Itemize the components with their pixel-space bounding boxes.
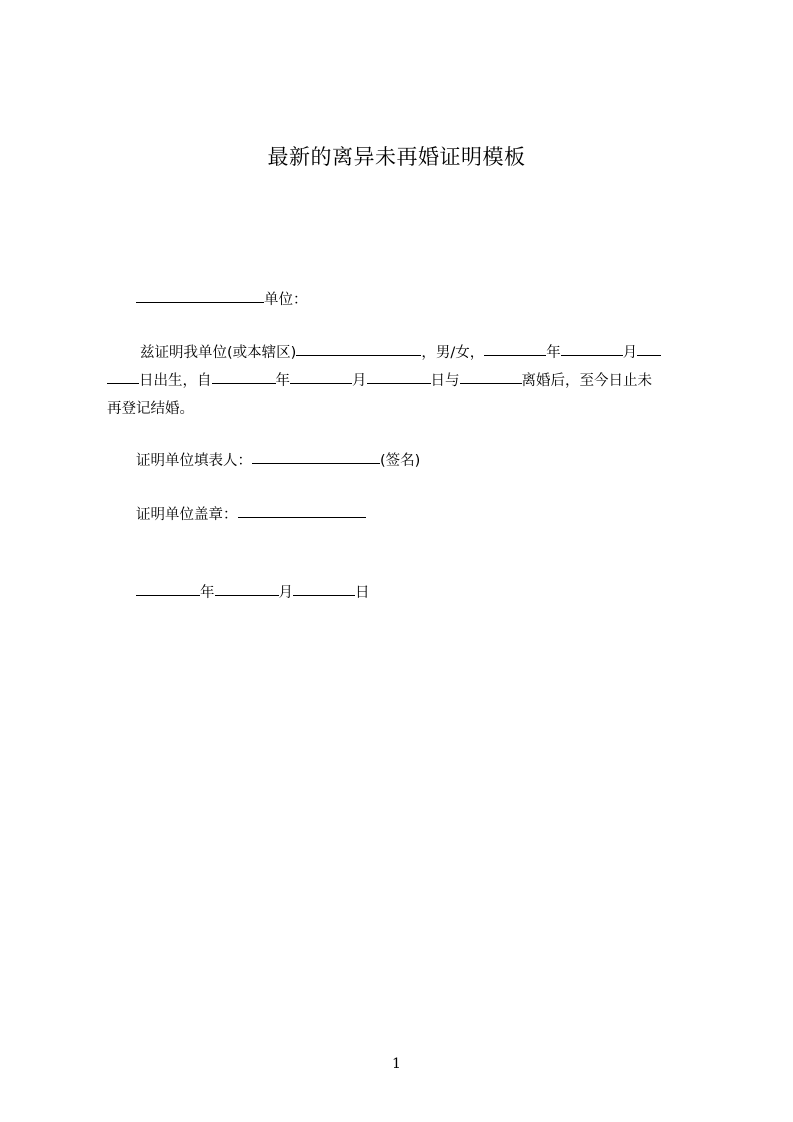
date-year-blank[interactable] xyxy=(136,594,200,596)
body-year: 年 xyxy=(546,345,561,361)
body-line-1 xyxy=(140,339,661,368)
date-day-blank[interactable] xyxy=(293,594,355,596)
body-intro: 兹证明我单位(或本辖区) xyxy=(140,345,297,361)
date-year: 年 xyxy=(200,585,215,601)
birth-month-blank[interactable] xyxy=(561,354,623,356)
unit-name-blank[interactable] xyxy=(136,301,264,303)
body-born: 日出生，自 xyxy=(139,373,212,389)
date-month: 月 xyxy=(278,585,293,601)
body-line-2 xyxy=(107,367,652,396)
birth-day-blank-end[interactable] xyxy=(107,382,139,384)
filler-sign: (签名) xyxy=(380,453,421,469)
ex-spouse-blank[interactable] xyxy=(460,382,522,384)
page-number: 1 xyxy=(392,1056,401,1072)
divorce-day-blank[interactable] xyxy=(367,382,431,384)
date-month-blank[interactable] xyxy=(215,594,279,596)
date-line xyxy=(136,579,370,608)
filler-label: 证明单位填表人： xyxy=(136,453,252,469)
body-gender: ，男/女， xyxy=(421,345,485,361)
filler-signature-blank[interactable] xyxy=(252,462,380,464)
document-title: 最新的离异未再婚证明模板 xyxy=(267,145,526,169)
body-ending: 再登记结婚。 xyxy=(107,401,194,417)
body-month: 月 xyxy=(622,345,638,361)
seal-blank[interactable] xyxy=(238,516,366,518)
date-day: 日 xyxy=(355,585,370,601)
seal-line xyxy=(136,501,366,530)
divorce-month-blank[interactable] xyxy=(290,382,352,384)
addressee-line xyxy=(136,286,308,315)
birth-year-blank[interactable] xyxy=(484,354,546,356)
addressee-suffix: 单位： xyxy=(264,292,308,308)
body-month2: 月 xyxy=(352,373,367,389)
body-year2: 年 xyxy=(275,373,290,389)
body-line-3 xyxy=(107,395,194,424)
divorce-year-blank[interactable] xyxy=(212,382,276,384)
person-name-blank[interactable] xyxy=(296,354,421,356)
filler-line xyxy=(136,447,420,476)
birth-day-blank-start[interactable] xyxy=(637,354,661,356)
body-with: 日与 xyxy=(430,373,460,389)
seal-label: 证明单位盖章： xyxy=(136,507,238,523)
body-divorce: 离婚后，至今日止未 xyxy=(521,373,652,389)
